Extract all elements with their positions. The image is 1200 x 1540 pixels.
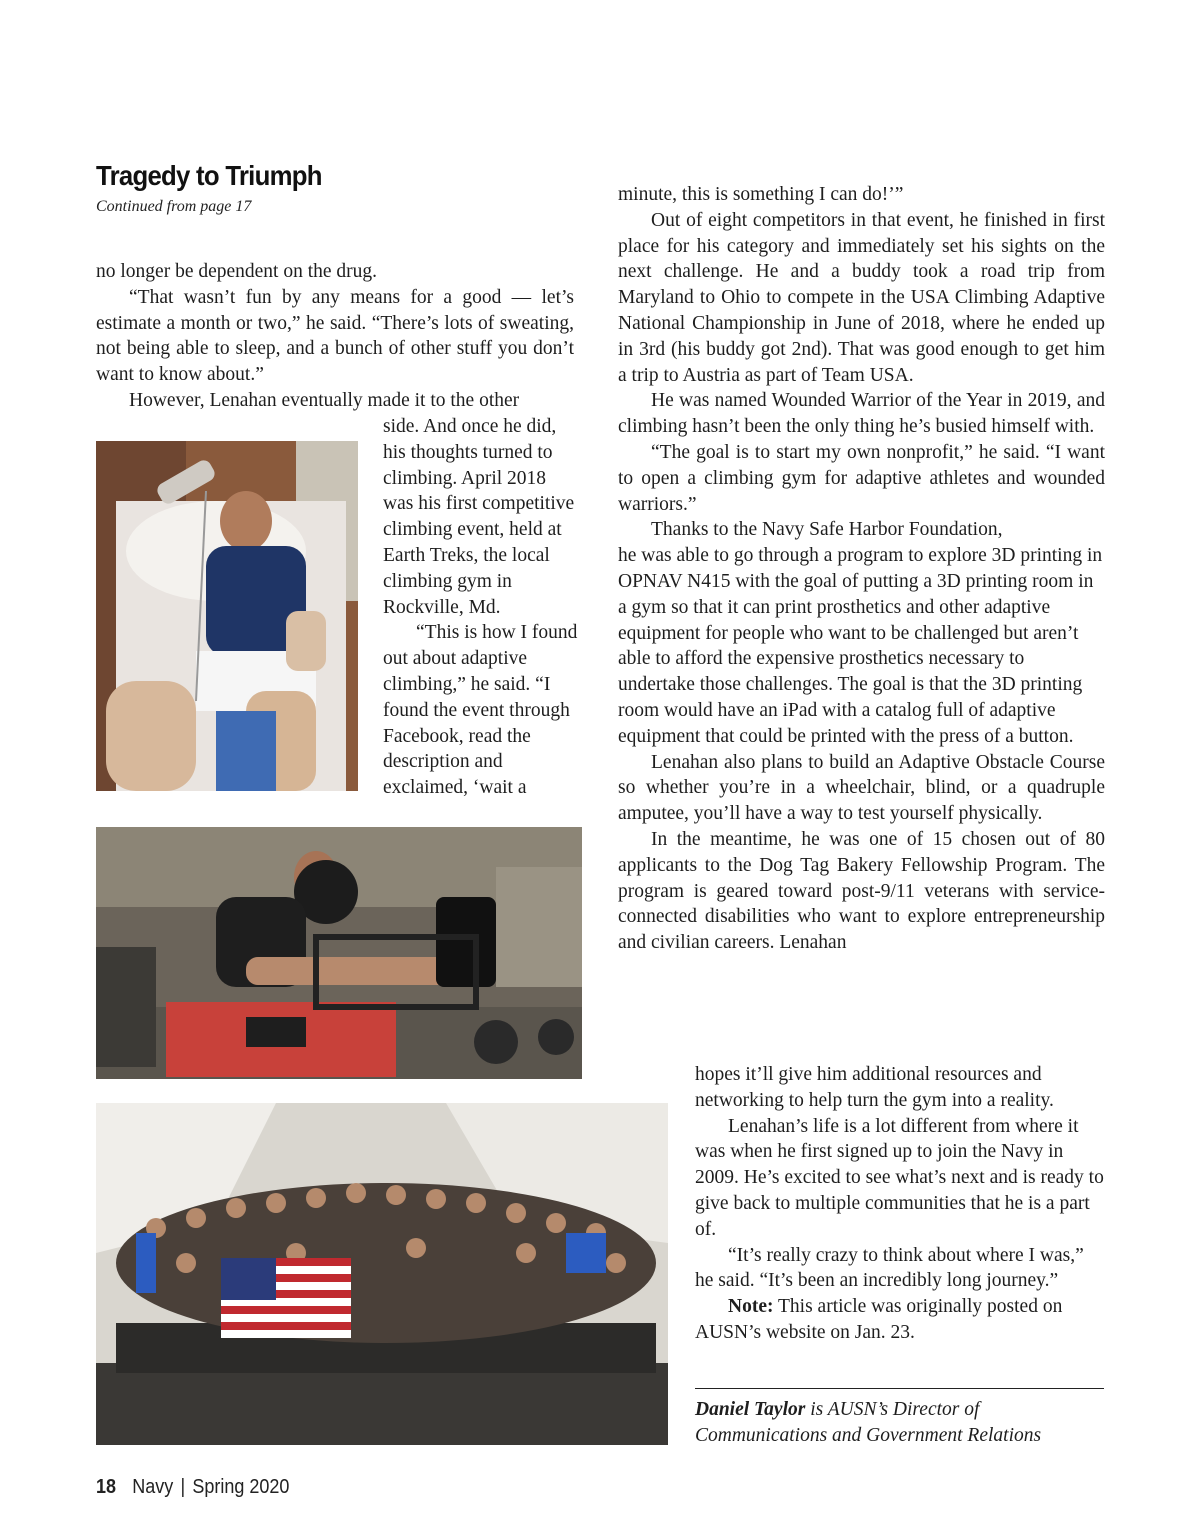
continued-note: Continued from page 17: [96, 198, 252, 215]
paragraph: He was named Wounded Warrior of the Year in 2019, and climbing hasn’t been the only thing he’s busied himself with.: [618, 390, 1105, 438]
paragraph: Lenahan’s life is a lot different from where it was when he first signed up to join the Navy in 2009. He’s excited to see what’s next and is ready to give back to multiple communities that he is a part of.: [695, 1115, 1104, 1240]
note-paragraph: [695, 1294, 1105, 1346]
paragraph: Lenahan also plans to build an Adaptive Obstacle Course so whether you’re in a wheelchair, blind, or a quadruple amputee, you’ll have a way to test yourself physically.: [618, 751, 1105, 825]
paragraph: no longer be dependent on the drug.: [96, 261, 378, 282]
issue-date: Spring 2020: [192, 1476, 290, 1498]
column-1-wrap: [383, 414, 581, 801]
paragraph: Thanks to the Navy Safe Harbor Foundation,: [651, 519, 1003, 541]
paragraph: In the meantime, he was one of 15 chosen out of 80 applicants to the Dog Tag Bakery Fellowship Program. The program is geared toward post-9/11 veterans with service-connected disabilities who want to explore entrepreneurship and civilian careers. Lenahan: [618, 828, 1105, 954]
column-2-lower: [695, 1062, 1105, 1346]
publication-name: Navy: [132, 1476, 174, 1498]
flag-icon: [221, 1258, 351, 1338]
paragraph: hopes it’ll give him additional resources and networking to help turn the gym into a reality.: [695, 1064, 1054, 1111]
group-photo: [96, 1103, 668, 1445]
paragraph: “It’s really crazy to think about where I was,” he said. “It’s been an incredibly long journey.”: [695, 1244, 1084, 1292]
paragraph: However, Lenahan eventually made it to the other: [129, 389, 520, 411]
paragraph: he was able to go through a program to explore 3D printing in OPNAV N415 with the goal of putting a 3D printing room in a gym so that it can print prosthetics and other adaptive equipment for people who want to be challenged but aren’t able to afford the expensive prosthetics necessary to undertake those challenges. The goal is that the 3D printing room would have an iPad with a catalog full of adaptive equipment that could be printed with the press of a button.: [618, 545, 1103, 747]
page-number: 18: [96, 1476, 117, 1498]
article-title: Tragedy to Triumph: [96, 160, 322, 191]
paragraph: “This is how I found out about adaptive climbing,” he said. “I found the event through Facebook, read the description and exclaimed, ‘wait a: [383, 622, 578, 799]
hospital-photo: [96, 441, 358, 791]
author-byline: [695, 1397, 1105, 1449]
footer-separator: |: [180, 1476, 186, 1498]
page-footer: [96, 1476, 289, 1499]
author-name: Daniel Taylor: [695, 1399, 806, 1420]
column-2: [618, 182, 1105, 956]
byline-divider: [695, 1388, 1104, 1389]
paragraph: “That wasn’t fun by any means for a good — let’s estimate a month or two,” he said. “There’s lots of sweating, not being able to sleep, and a bunch of other stuff you don’t want to know about.”: [96, 286, 574, 386]
author-role: is AUSN’s Director of Communications and Government Relations: [695, 1399, 1042, 1446]
paragraph: side. And once he did, his thoughts turned to climbing. April 2018 was his first competitive climbing event, held at Earth Treks, the local climbing gym in Rockville, Md.: [383, 416, 575, 618]
note-label: Note:: [728, 1296, 774, 1318]
gym-photo: [96, 827, 582, 1079]
column-1-top: [96, 259, 574, 414]
paragraph: minute, this is something I can do!’”: [618, 184, 904, 205]
note-text: This article was originally posted on AUSN’s website on Jan. 23.: [695, 1296, 1063, 1343]
paragraph: “The goal is to start my own nonprofit,” he said. “I want to open a climbing gym for adaptive athletes and wounded warriors.”: [618, 441, 1105, 515]
paragraph: Out of eight competitors in that event, he finished in first place for his category and immediately set his sights on the next challenge. He and a buddy took a road trip from Maryland to Ohio to compete in the USA Climbing Adaptive National Championship in June of 2018, where he ended up in 3rd (his buddy got 2nd). That was good enough to get him a trip to Austria as part of Team USA.: [618, 209, 1105, 386]
